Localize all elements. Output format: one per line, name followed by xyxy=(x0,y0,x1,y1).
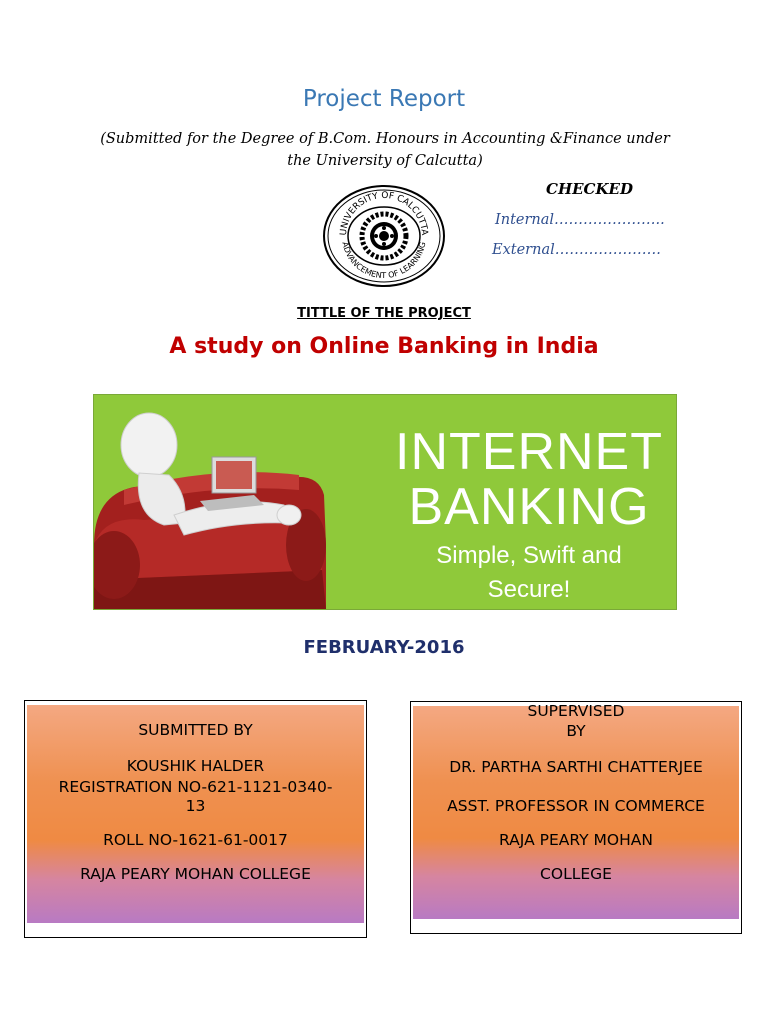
banner-line-1: INTERNET xyxy=(395,423,663,481)
student-name: KOUSHIK HALDER xyxy=(126,757,265,775)
submitted-by-box xyxy=(24,700,367,938)
report-subtitle xyxy=(90,128,680,172)
subtitle-line-1: (Submitted for the Degree of B.Com. Honours in Accounting &Finance under xyxy=(100,131,670,147)
subtitle-line-2: the University of Calcutta) xyxy=(287,153,483,169)
internal-signature-line: Internal………………….. xyxy=(495,212,665,228)
registration-number-line-1: REGISTRATION NO-621-1121-0340- xyxy=(58,778,333,796)
project-title-label xyxy=(0,306,768,321)
seal-text-top: UNIVERSITY OF CALCUTTA xyxy=(338,190,430,236)
banner-line-2: BANKING xyxy=(408,478,650,536)
supervisor-college-line-1: RAJA PEARY MOHAN xyxy=(499,831,653,849)
registration-number-line-2: 13 xyxy=(185,797,206,815)
supervised-heading-line-1: SUPERVISED xyxy=(527,702,625,720)
banner-tagline: Simple, Swift and Secure! xyxy=(436,542,622,603)
supervised-by-box xyxy=(410,701,742,934)
seal-text-bottom: ADVANCEMENT OF LEARNING xyxy=(340,240,428,281)
supervised-heading-line-2: BY xyxy=(566,722,586,740)
supervisor-college-line-2: COLLEGE xyxy=(540,865,612,883)
project-title: A study on Online Banking in India xyxy=(169,334,599,359)
supervisor-name: DR. PARTHA SARTHI CHATTERJEE xyxy=(449,758,703,776)
submitted-by-heading: SUBMITTED BY xyxy=(138,721,253,739)
university-seal-icon xyxy=(320,184,448,288)
submission-date: FEBRUARY-2016 xyxy=(303,637,465,658)
roll-number: ROLL NO-1621-61-0017 xyxy=(103,831,288,849)
report-title: Project Report xyxy=(302,86,466,112)
banner-text xyxy=(394,425,664,607)
sofa-figure-illustration xyxy=(94,395,394,609)
external-signature-line: External…………………. xyxy=(492,242,661,258)
supervisor-designation: ASST. PROFESSOR IN COMMERCE xyxy=(447,797,705,815)
checked-label: CHECKED xyxy=(546,180,633,198)
student-college: RAJA PEARY MOHAN COLLEGE xyxy=(80,865,311,883)
internet-banking-banner xyxy=(93,394,677,610)
university-seal xyxy=(320,184,448,288)
project-title-label-text: TITTLE OF THE PROJECT xyxy=(297,306,471,321)
